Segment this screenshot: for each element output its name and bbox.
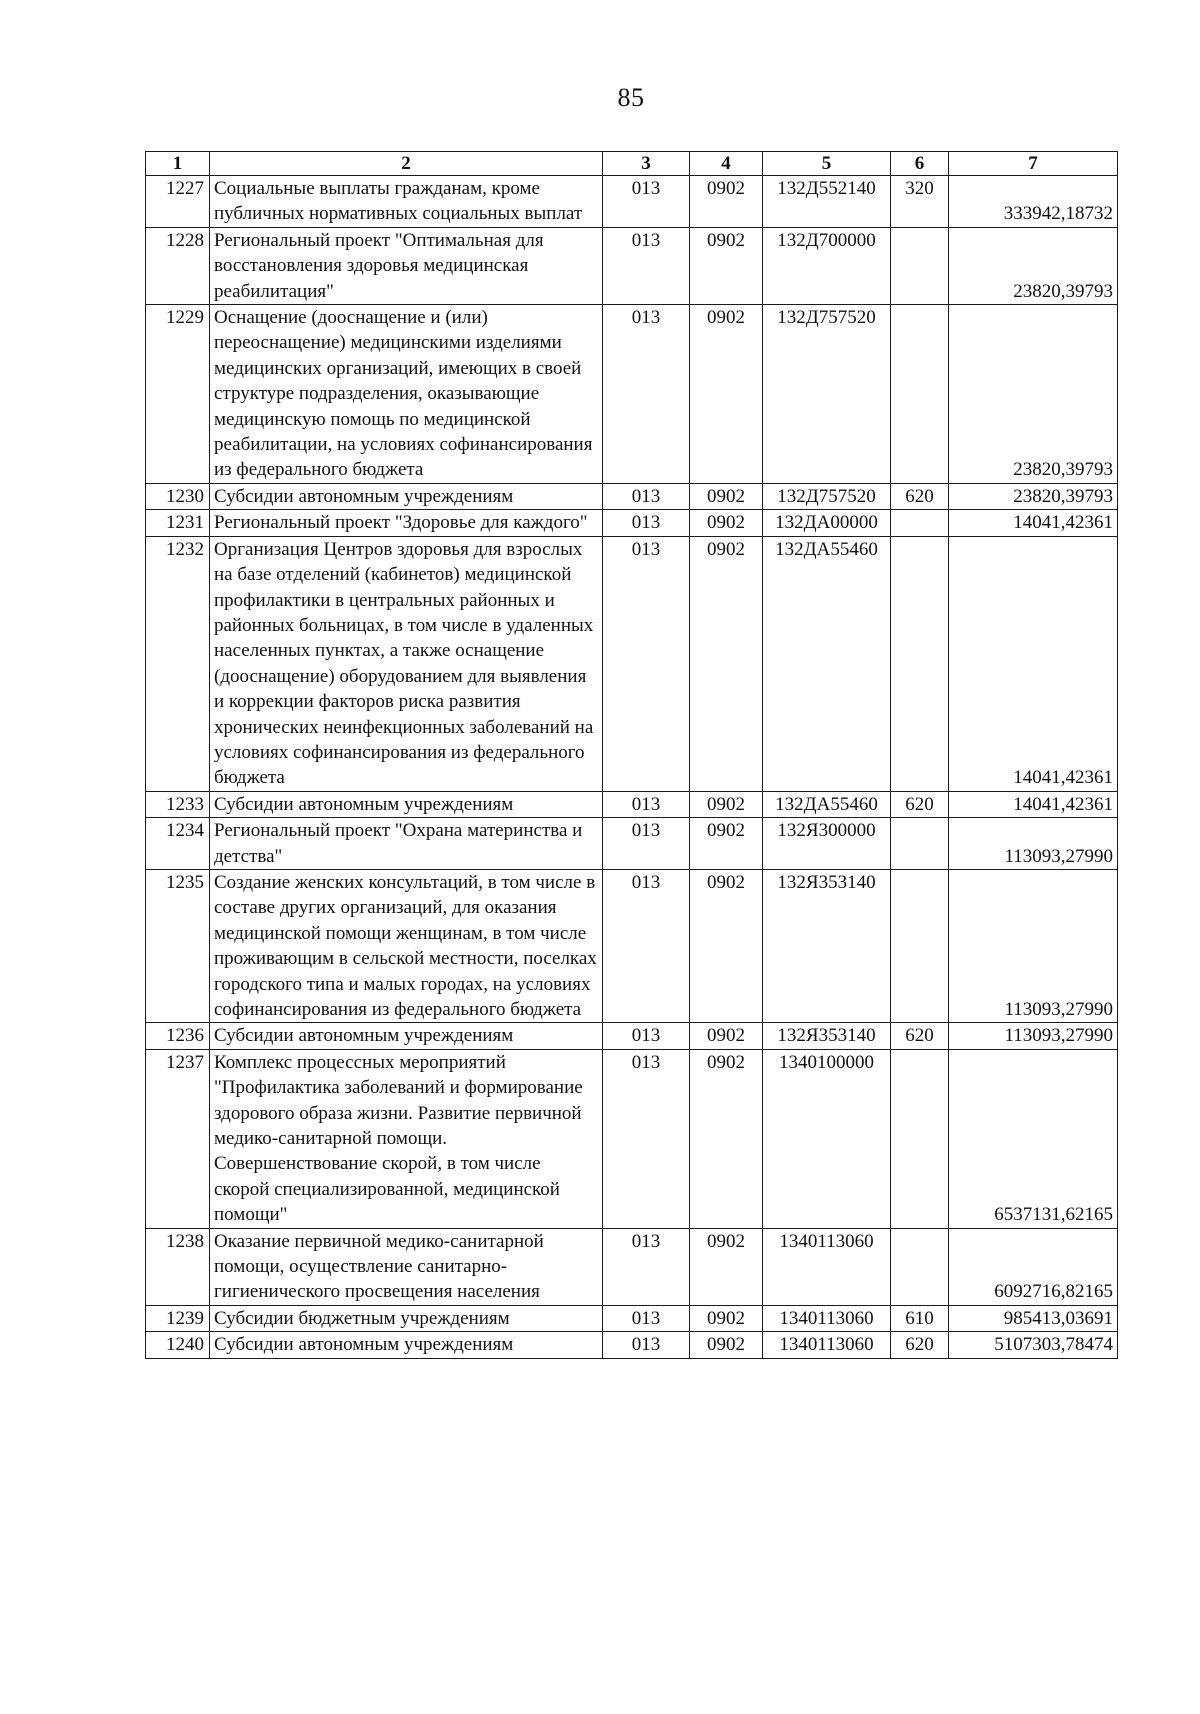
row-number: 1239 bbox=[146, 1305, 210, 1331]
row-amount: 113093,27990 bbox=[949, 869, 1118, 1022]
row-target-article: 1340113060 bbox=[763, 1332, 891, 1358]
row-amount: 14041,42361 bbox=[949, 791, 1118, 817]
row-target-article: 132ДА55460 bbox=[763, 791, 891, 817]
table-row bbox=[146, 536, 1118, 791]
table-row bbox=[146, 818, 1118, 870]
table-row bbox=[146, 1305, 1118, 1331]
table-row bbox=[146, 869, 1118, 1022]
row-number: 1233 bbox=[146, 791, 210, 817]
header-col-3: 3 bbox=[603, 152, 690, 176]
row-number: 1231 bbox=[146, 510, 210, 536]
row-expense-kind: 620 bbox=[891, 1023, 949, 1049]
row-expense-kind: 620 bbox=[891, 483, 949, 509]
row-section-code: 0902 bbox=[690, 510, 763, 536]
table-row bbox=[146, 483, 1118, 509]
header-col-4: 4 bbox=[690, 152, 763, 176]
row-name: Создание женских консультаций, в том числе в составе других организаций, для оказания медицинской помощи женщинам, в том числе проживающим в сельской местности, поселках городского типа и малых городах, на условиях софинансирования из федерального бюджета bbox=[210, 869, 603, 1022]
row-ministry-code: 013 bbox=[603, 1332, 690, 1358]
row-name: Региональный проект "Здоровье для каждого" bbox=[210, 510, 603, 536]
row-number: 1238 bbox=[146, 1228, 210, 1305]
row-section-code: 0902 bbox=[690, 1023, 763, 1049]
row-target-article: 1340100000 bbox=[763, 1049, 891, 1228]
row-amount: 14041,42361 bbox=[949, 536, 1118, 791]
table-row bbox=[146, 305, 1118, 484]
table-row bbox=[146, 1332, 1118, 1358]
row-target-article: 1340113060 bbox=[763, 1305, 891, 1331]
header-col-2: 2 bbox=[210, 152, 603, 176]
row-amount: 113093,27990 bbox=[949, 1023, 1118, 1049]
row-section-code: 0902 bbox=[690, 536, 763, 791]
header-col-6: 6 bbox=[891, 152, 949, 176]
header-col-7: 7 bbox=[949, 152, 1118, 176]
row-ministry-code: 013 bbox=[603, 305, 690, 484]
row-number: 1234 bbox=[146, 818, 210, 870]
row-amount: 985413,03691 bbox=[949, 1305, 1118, 1331]
row-amount: 113093,27990 bbox=[949, 818, 1118, 870]
row-expense-kind: 610 bbox=[891, 1305, 949, 1331]
row-expense-kind: 320 bbox=[891, 176, 949, 228]
table-header bbox=[146, 152, 1118, 176]
row-number: 1228 bbox=[146, 227, 210, 304]
table-row bbox=[146, 227, 1118, 304]
row-expense-kind bbox=[891, 227, 949, 304]
table-row bbox=[146, 510, 1118, 536]
row-amount: 333942,18732 bbox=[949, 176, 1118, 228]
row-expense-kind bbox=[891, 869, 949, 1022]
table-row bbox=[146, 176, 1118, 228]
row-section-code: 0902 bbox=[690, 1049, 763, 1228]
row-target-article: 132ДА00000 bbox=[763, 510, 891, 536]
row-section-code: 0902 bbox=[690, 1332, 763, 1358]
row-target-article: 132Д757520 bbox=[763, 483, 891, 509]
row-expense-kind bbox=[891, 1228, 949, 1305]
row-expense-kind bbox=[891, 510, 949, 536]
row-number: 1236 bbox=[146, 1023, 210, 1049]
row-name: Субсидии автономным учреждениям bbox=[210, 1332, 603, 1358]
row-amount: 5107303,78474 bbox=[949, 1332, 1118, 1358]
row-name: Субсидии автономным учреждениям bbox=[210, 483, 603, 509]
row-section-code: 0902 bbox=[690, 176, 763, 228]
row-ministry-code: 013 bbox=[603, 510, 690, 536]
header-col-1: 1 bbox=[146, 152, 210, 176]
row-section-code: 0902 bbox=[690, 791, 763, 817]
row-ministry-code: 013 bbox=[603, 1023, 690, 1049]
row-number: 1240 bbox=[146, 1332, 210, 1358]
table-row bbox=[146, 1023, 1118, 1049]
row-number: 1235 bbox=[146, 869, 210, 1022]
row-number: 1237 bbox=[146, 1049, 210, 1228]
row-section-code: 0902 bbox=[690, 227, 763, 304]
page-number: 85 bbox=[617, 83, 645, 112]
row-expense-kind: 620 bbox=[891, 791, 949, 817]
row-expense-kind bbox=[891, 536, 949, 791]
row-ministry-code: 013 bbox=[603, 1228, 690, 1305]
table-row bbox=[146, 791, 1118, 817]
row-number: 1230 bbox=[146, 483, 210, 509]
row-amount: 23820,39793 bbox=[949, 227, 1118, 304]
row-expense-kind bbox=[891, 818, 949, 870]
row-target-article: 132ДА55460 bbox=[763, 536, 891, 791]
row-ministry-code: 013 bbox=[603, 1049, 690, 1228]
table-body bbox=[146, 176, 1118, 1359]
row-name: Организация Центров здоровья для взрослых на базе отделений (кабинетов) медицинской профилактики в центральных районных и районных больницах, в том числе в удаленных населенных пунктах, а также оснащение (дооснащение) оборудованием для выявления и коррекции факторов риска развития хронических неинфекционных заболеваний на условиях софинансирования из федерального бюджета bbox=[210, 536, 603, 791]
table-row bbox=[146, 1228, 1118, 1305]
row-amount: 14041,42361 bbox=[949, 510, 1118, 536]
row-name: Региональный проект "Оптимальная для восстановления здоровья медицинская реабилитация" bbox=[210, 227, 603, 304]
row-target-article: 1340113060 bbox=[763, 1228, 891, 1305]
row-section-code: 0902 bbox=[690, 1305, 763, 1331]
row-ministry-code: 013 bbox=[603, 1305, 690, 1331]
row-ministry-code: 013 bbox=[603, 176, 690, 228]
row-target-article: 132Д700000 bbox=[763, 227, 891, 304]
row-ministry-code: 013 bbox=[603, 791, 690, 817]
row-name: Оказание первичной медико-санитарной помощи, осуществление санитарно-гигиенического просвещения населения bbox=[210, 1228, 603, 1305]
row-ministry-code: 013 bbox=[603, 818, 690, 870]
row-number: 1227 bbox=[146, 176, 210, 228]
header-row bbox=[146, 152, 1118, 176]
row-target-article: 132Я353140 bbox=[763, 1023, 891, 1049]
header-col-5: 5 bbox=[763, 152, 891, 176]
row-number: 1232 bbox=[146, 536, 210, 791]
row-expense-kind bbox=[891, 305, 949, 484]
row-section-code: 0902 bbox=[690, 1228, 763, 1305]
row-name: Региональный проект "Охрана материнства и детства" bbox=[210, 818, 603, 870]
row-amount: 6537131,62165 bbox=[949, 1049, 1118, 1228]
row-name: Комплекс процессных мероприятий "Профилактика заболеваний и формирование здорового образа жизни. Развитие первичной медико-санитарной помощи. Совершенствование скорой, в том числе скорой специализированной, медицинской помощи" bbox=[210, 1049, 603, 1228]
row-expense-kind: 620 bbox=[891, 1332, 949, 1358]
row-ministry-code: 013 bbox=[603, 536, 690, 791]
row-amount: 23820,39793 bbox=[949, 483, 1118, 509]
row-section-code: 0902 bbox=[690, 818, 763, 870]
row-name: Субсидии бюджетным учреждениям bbox=[210, 1305, 603, 1331]
row-target-article: 132Д757520 bbox=[763, 305, 891, 484]
row-section-code: 0902 bbox=[690, 869, 763, 1022]
row-amount: 6092716,82165 bbox=[949, 1228, 1118, 1305]
row-name: Субсидии автономным учреждениям bbox=[210, 791, 603, 817]
table-row bbox=[146, 1049, 1118, 1228]
row-target-article: 132Я353140 bbox=[763, 869, 891, 1022]
row-amount: 23820,39793 bbox=[949, 305, 1118, 484]
row-section-code: 0902 bbox=[690, 305, 763, 484]
row-name: Оснащение (дооснащение и (или) переоснащение) медицинскими изделиями медицинских организаций, имеющих в своей структуре подразделения, оказывающие медицинскую помощь по медицинской реабилитации, на условиях софинансирования из федерального бюджета bbox=[210, 305, 603, 484]
row-number: 1229 bbox=[146, 305, 210, 484]
row-target-article: 132Д552140 bbox=[763, 176, 891, 228]
row-expense-kind bbox=[891, 1049, 949, 1228]
row-ministry-code: 013 bbox=[603, 483, 690, 509]
row-section-code: 0902 bbox=[690, 483, 763, 509]
row-name: Социальные выплаты гражданам, кроме публичных нормативных социальных выплат bbox=[210, 176, 603, 228]
row-name: Субсидии автономным учреждениям bbox=[210, 1023, 603, 1049]
budget-table bbox=[145, 151, 1118, 1359]
row-target-article: 132Я300000 bbox=[763, 818, 891, 870]
row-ministry-code: 013 bbox=[603, 227, 690, 304]
row-ministry-code: 013 bbox=[603, 869, 690, 1022]
